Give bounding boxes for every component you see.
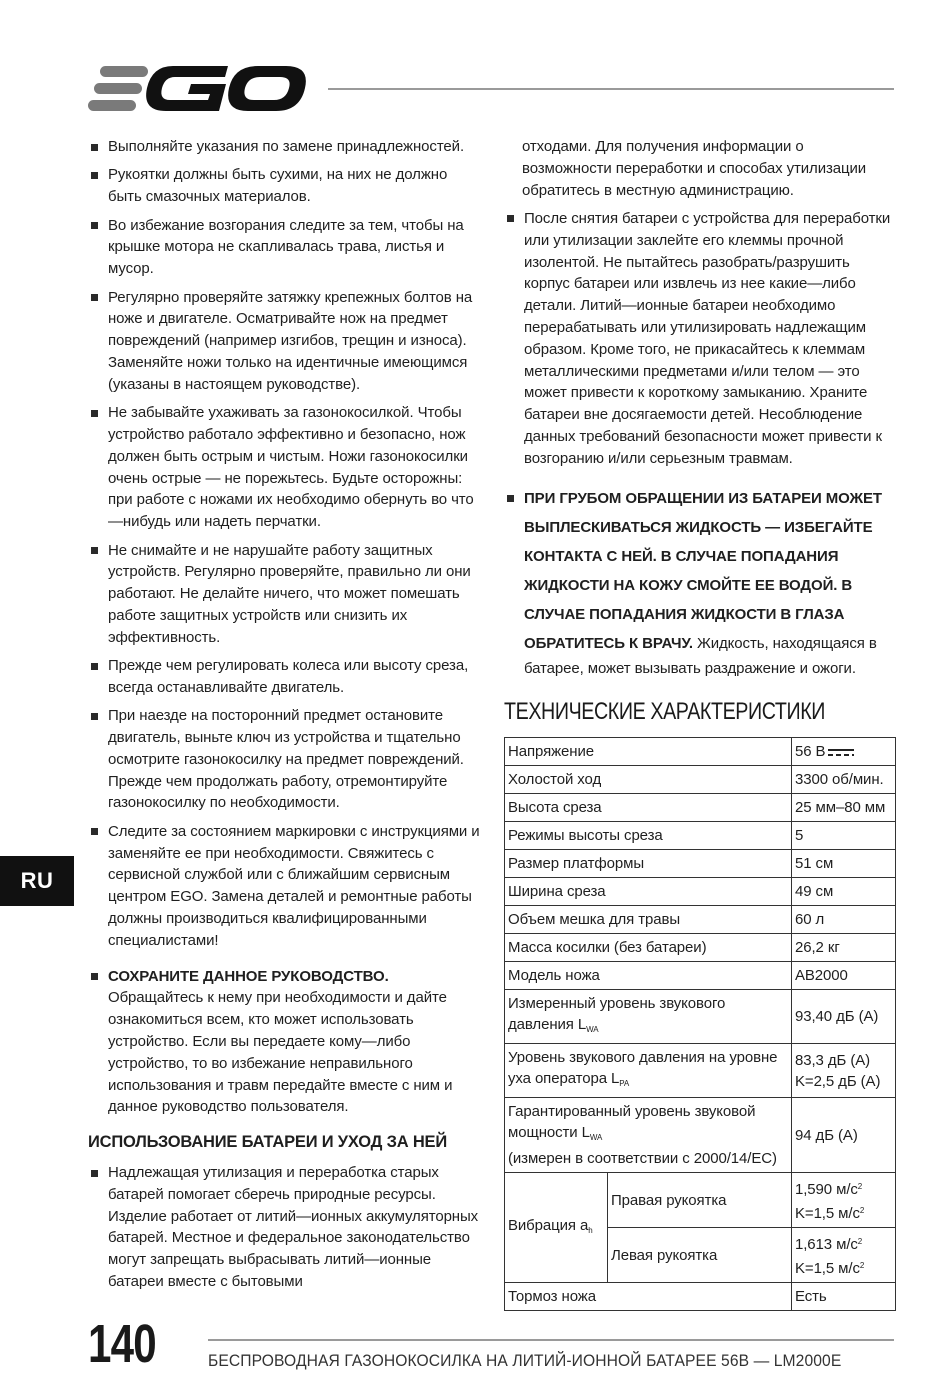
language-tab: RU — [0, 856, 74, 906]
spec-value-line: 1,590 м/с — [795, 1181, 858, 1199]
list-item-warning — [504, 484, 896, 680]
spec-label — [505, 1044, 792, 1098]
list-item — [88, 705, 480, 814]
spec-value — [792, 1228, 896, 1283]
spec-label: Режимы высоты среза — [505, 822, 792, 850]
spec-value: 49 см — [792, 878, 896, 906]
table-row — [505, 934, 896, 962]
superscript: 2 — [859, 1206, 865, 1216]
spec-label: Объем мешка для травы — [505, 906, 792, 934]
spec-label-line: Уровень звукового давления на уровне — [508, 1049, 778, 1067]
spec-value: 94 дБ (A) — [792, 1098, 896, 1173]
list-item-text: Регулярно проверяйте затяжку крепежных болтов на ноже и двигателе. Осматривайте нож на предмет повреждений (например изгибов, трещин и износа). Заменяйте ножи только на идентичные имеющимся (указаны в настоящем руководстве). — [108, 288, 473, 393]
spec-label: Тормоз ножа — [505, 1283, 792, 1311]
right-column — [504, 136, 896, 1311]
table-row — [505, 906, 896, 934]
bullet-square-icon — [91, 828, 98, 835]
bullet-square-icon — [507, 215, 514, 222]
vibration-label: Вибрация a — [508, 1216, 589, 1234]
list-item — [504, 208, 896, 470]
table-row — [505, 822, 896, 850]
list-item-text: Следите за состоянием маркировки с инструкциями и заменяйте ее при необходимости. Свяжитесь с сервисной службой или с ближайшим сервисным центром EGO. Замена деталей и ремонтные работы должны производиться квалифицированными специалистами! — [108, 822, 480, 949]
list-item — [88, 821, 480, 952]
spec-value-line: 83,3 дБ (A) — [795, 1051, 871, 1069]
battery-section-heading: ИСПОЛЬЗОВАНИЕ БАТАРЕИ И УХОД ЗА НЕЙ — [88, 1133, 448, 1152]
spec-value-line: K=1,5 м/с — [795, 1260, 860, 1278]
subscript: WA — [589, 1133, 603, 1143]
spec-value-line: K=1,5 м/с — [795, 1205, 860, 1223]
spec-value: 60 л — [792, 906, 896, 934]
list-item — [88, 402, 480, 533]
spec-label — [505, 1098, 792, 1173]
list-item-text: После снятия батареи с устройства для переработки или утилизации заклейте его клеммы прочной изолентой. Не пытайтесь разобрать/разрушить корпус батареи или извлечь из нее какие—либо детали. Литий—ионные батареи необходимо перерабатывать или утилизировать надлежащим образом. Кроме того, не прикасайтесь к клеммам металлическими предметами и/или телом — это может привести к короткому замыканию. Храните батареи вне досягаемости детей. Несоблюдение данных требований безопасности может привести к возгоранию и/или серьезным травмам. — [524, 209, 891, 467]
bullet-square-icon — [91, 410, 98, 417]
tech-specs-title: ТЕХНИЧЕСКИЕ ХАРАКТЕРИСТИКИ — [504, 698, 826, 726]
list-item-text: Рукоятки должны быть сухими, на них не должно быть смазочных материалов. — [108, 166, 448, 206]
list-item-text: Во избежание возгорания следите за тем, чтобы на крышке мотора не скапливалась трава, листья и мусор. — [108, 216, 464, 278]
spec-value-line: K=2,5 дБ (A) — [795, 1072, 881, 1090]
bullet-square-icon — [91, 1170, 98, 1177]
table-row — [505, 794, 896, 822]
table-row — [505, 738, 896, 766]
table-row — [505, 878, 896, 906]
spec-label-line: Гарантированный уровень звуковой — [508, 1103, 756, 1121]
table-row — [505, 1283, 896, 1311]
list-item-save-manual — [88, 966, 480, 1119]
spec-value: AB2000 — [792, 962, 896, 990]
bullet-square-icon — [91, 547, 98, 554]
spec-label-line: уха оператора L — [508, 1070, 620, 1088]
spec-value-line: 1,613 м/с — [795, 1236, 858, 1254]
header-rule — [328, 88, 894, 90]
table-row — [505, 990, 896, 1044]
footer-title: БЕСПРОВОДНАЯ ГАЗОНОКОСИЛКА НА ЛИТИЙ-ИОННОЙ БАТАРЕЕ 56В — LM2000E — [208, 1351, 842, 1370]
spec-value — [792, 1173, 896, 1228]
spec-label-line: мощности L — [508, 1124, 590, 1142]
bullet-square-icon — [507, 495, 514, 502]
spec-label-line: Измеренный уровень звукового — [508, 995, 726, 1013]
list-item — [88, 164, 480, 208]
voltage-value: 56 В — [795, 743, 826, 761]
spec-sublabel: Правая рукоятка — [608, 1173, 792, 1228]
bullet-square-icon — [91, 663, 98, 670]
list-item-text: Не забывайте ухаживать за газонокосилкой. Чтобы устройство работало эффективно и безопасно, нож должен быть острым и чистым. Ножи газонокосилки очень острые — не порежьтесь. Будьте осторожны: при работе с ножами их необходимо обернуть во что—нибудь или надеть перчатки. — [108, 404, 474, 531]
table-row — [505, 1173, 896, 1228]
spec-value: Есть — [792, 1283, 896, 1311]
list-item — [88, 287, 480, 396]
superscript: 2 — [857, 1237, 863, 1247]
ego-logo — [88, 64, 308, 114]
spec-label: Масса косилки (без батареи) — [505, 934, 792, 962]
list-item — [88, 655, 480, 699]
list-item-text: Не снимайте и не нарушайте работу защитных устройств. Регулярно проверяйте, правильно ли они работают. Не делайте ничего, что может помешать работе защитных устройств или снизить их эффективность. — [108, 541, 471, 646]
spec-value: 3300 об/мин. — [792, 766, 896, 794]
spec-label-line: давления L — [508, 1016, 587, 1034]
spec-value: 25 мм–80 мм — [792, 794, 896, 822]
subscript: WA — [586, 1025, 599, 1035]
dc-current-icon — [828, 747, 854, 757]
spec-value — [792, 738, 896, 766]
spec-label: Ширина среза — [505, 878, 792, 906]
warning-bold-text: ПРИ ГРУБОМ ОБРАЩЕНИИ ИЗ БАТАРЕИ МОЖЕТ ВЫПЛЕСКИВАТЬСЯ ЖИДКОСТЬ — ИЗБЕГАЙТЕ КОНТАКТА С НЕЙ. В СЛУЧАЕ ПОПАДАНИЯ ЖИДКОСТИ НА КОЖУ СМОЙТЕ ЕЕ ВОДОЙ. В СЛУЧАЕ ПОПАДАНИЯ ЖИДКОСТИ В ГЛАЗА ОБРАТИТЕСЬ К ВРАЧУ. — [524, 489, 882, 652]
table-row — [505, 1098, 896, 1173]
list-item — [88, 1162, 480, 1293]
list-item — [88, 540, 480, 649]
table-row — [505, 962, 896, 990]
list-item-text: При наезде на посторонний предмет остановите двигатель, выньте ключ из устройства и тщательно осмотрите газонокосилку на предмет повреждений. Прежде чем продолжать работу, отремонтируйте газонокосилку по необходимости. — [108, 707, 464, 812]
table-row — [505, 766, 896, 794]
spec-label: Размер платформы — [505, 850, 792, 878]
list-item-text: Прежде чем регулировать колеса или высоту среза, всегда останавливайте двигатель. — [108, 657, 469, 696]
specs-table — [504, 737, 896, 1311]
superscript: 2 — [857, 1182, 863, 1192]
list-item — [88, 136, 480, 158]
spec-label-line: (измерен в соответствии с 2000/14/EC) — [508, 1150, 777, 1168]
bullet-square-icon — [91, 172, 98, 179]
spec-value: 26,2 кг — [792, 934, 896, 962]
list-item-text: Надлежащая утилизация и переработка старых батарей помогает сберечь природные ресурсы. Изделие работает от литий—ионных аккумуляторных батарей. Местное и федеральное законодательство могут запрещать выбрасывать литий—ионные батареи вместе с бытовыми — [108, 1164, 479, 1290]
spec-label: Высота среза — [505, 794, 792, 822]
save-manual-heading: СОХРАНИТЕ ДАННОЕ РУКОВОДСТВО. — [108, 967, 389, 985]
table-row — [505, 850, 896, 878]
subscript: PA — [619, 1079, 630, 1089]
list-item — [88, 215, 480, 280]
footer-rule — [208, 1339, 894, 1341]
continued-text: отходами. Для получения информации о возможности переработки и способах утилизации обратитесь в местную администрацию. — [522, 138, 867, 199]
left-column — [88, 136, 480, 1299]
superscript: 2 — [859, 1261, 865, 1271]
bullet-square-icon — [91, 973, 98, 980]
page-number: 140 — [88, 1314, 156, 1374]
bullet-square-icon — [91, 144, 98, 151]
warning-text: Жидкость, находящаяся в батарее, может вызывать раздражение и ожоги. — [524, 634, 877, 677]
spec-label: Напряжение — [505, 738, 792, 766]
list-item-text: Выполняйте указания по замене принадлежностей. — [108, 138, 465, 155]
spec-label — [505, 1173, 608, 1283]
spec-value — [792, 1044, 896, 1098]
spec-value: 93,40 дБ (A) — [792, 990, 896, 1044]
spec-value: 51 см — [792, 850, 896, 878]
spec-label: Холостой ход — [505, 766, 792, 794]
spec-sublabel: Левая рукоятка — [608, 1228, 792, 1283]
spec-label — [505, 990, 792, 1044]
bullet-square-icon — [91, 294, 98, 301]
spec-label: Модель ножа — [505, 962, 792, 990]
subscript: h — [588, 1225, 593, 1235]
table-row — [505, 1044, 896, 1098]
bullet-square-icon — [91, 222, 98, 229]
save-manual-text: Обращайтесь к нему при необходимости и дайте ознакомиться всем, кто может использовать устройство. Если вы передаете кому—либо устройство, то во избежание неправильного использования и травм передайте вместе с ним и данное руководство пользователя. — [108, 989, 453, 1116]
spec-value: 5 — [792, 822, 896, 850]
bullet-square-icon — [91, 713, 98, 720]
